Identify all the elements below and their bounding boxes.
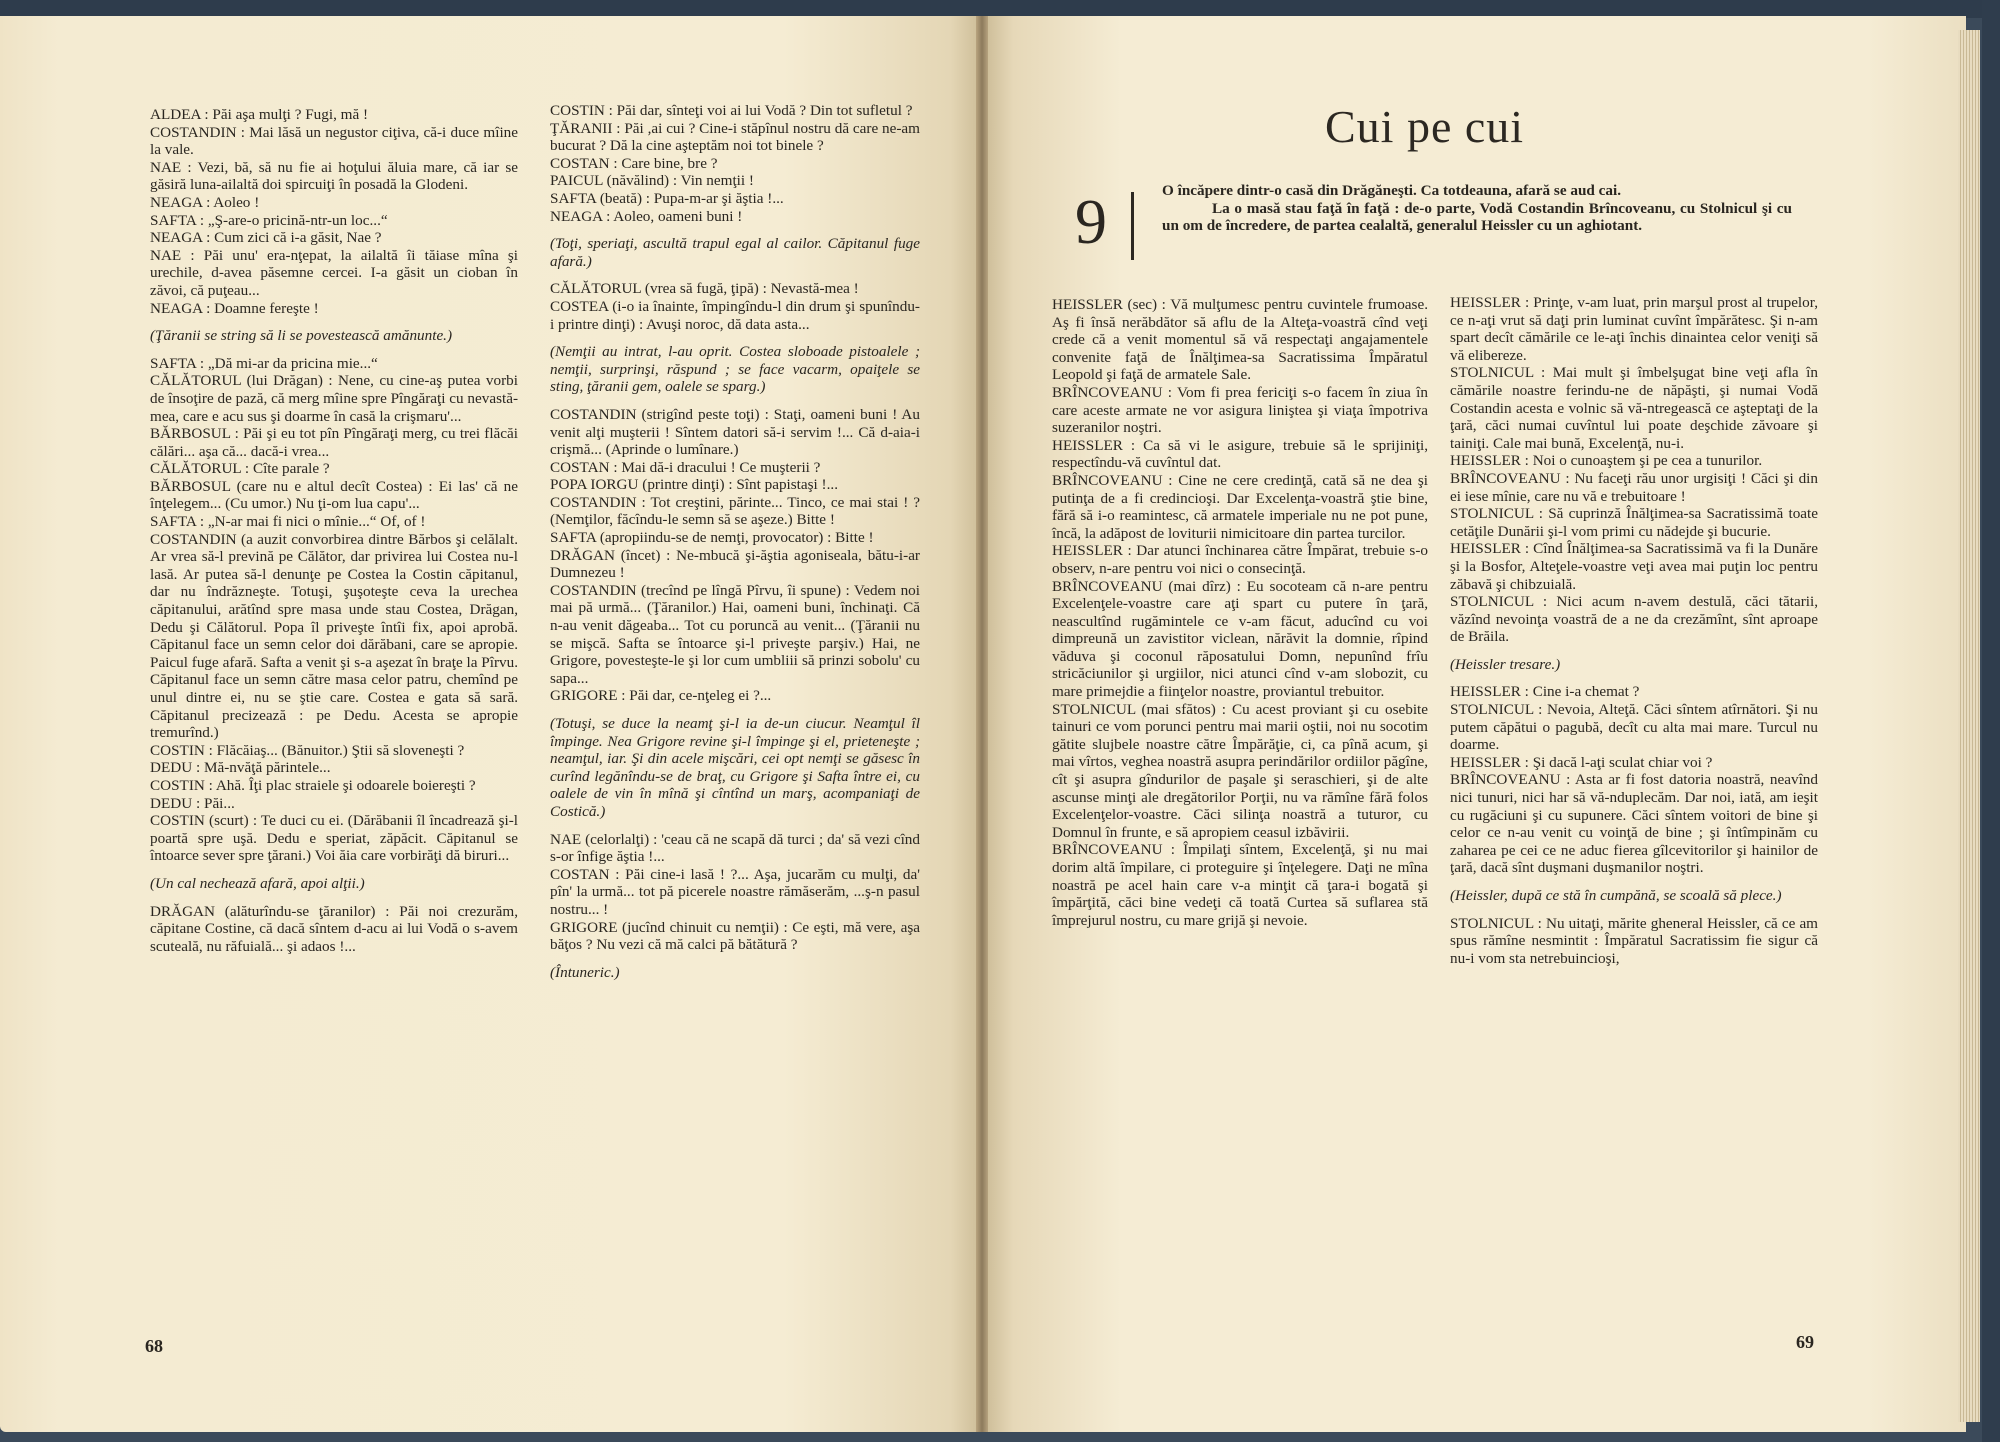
dialogue-line: COSTAN : Care bine, bre ? <box>550 154 718 172</box>
dialogue-line: DRĂGAN (alăturîndu-se ţăranilor) : Păi noi crezurăm, căpitane Costine, că dacă sîntem d-acu ai lui Vodă o s-avem scuteală, nu răfuială... şi adaos !... <box>150 902 518 955</box>
stage-direction: (Întuneric.) <box>550 963 620 981</box>
page-number-right: 69 <box>1796 1332 1814 1352</box>
dialogue-line: COSTEA (i-o ia înainte, împingîndu-l din drum şi spunîndu-i printre dinţi) : Avuşi noroc, dă data asta... <box>550 297 920 333</box>
dialogue-line: STOLNICUL : Nu uitaţi, mărite gheneral Heissler, că ce am spus rămîne nesmintit : Împăratul Sacratissim fie sigur că nu-i vom sta netrebuincioşi, <box>1450 914 1818 967</box>
dialogue-line: HEISSLER : Ca să vi le asigure, trebuie să le sprijiniţi, respectîndu-vă cuvîntul dat. <box>1052 436 1428 472</box>
dialogue-line: ALDEA : Păi aşa mulţi ? Fugi, mă ! <box>150 106 369 123</box>
dialogue-line: COSTIN (scurt) : Te duci cu ei. (Dărăbanii îl încadrează şi-l poartă spre uşă. Dedu e speriat, zăpăcit. Căpitanul se întoarce sever spre ţărani.) Voi ăia care vorbirăţi dă biruri... <box>150 812 518 865</box>
dialogue-line: GRIGORE : Păi dar, ce-nţeleg ei ?... <box>550 687 772 705</box>
dialogue-line: STOLNICUL (mai sfătos) : Cu acest proviant şi cu osebite tainuri ce vom porunci pentru mai marii oştii, noi nu socotim gătite slujbele noastre către Împărăţie, ci, ca pînă acum, şi mai vîrtos, veghea noastră asupra perindărilor ordiilor păgîne, cît şi asupra gîndurilor de paşale şi seraschieri, şi de alte ascunse minţi ale dregătorilor Porţii, nu va rămîne fără folos Excelenţelor-voastre. Căci silinţa noastră a tuturor, cu Domnul în frunte, e să apropiem ceasul izbăvirii. <box>1052 700 1428 841</box>
dialogue-line: NAE : Vezi, bă, să nu fie ai hoţului ăluia mare, că iar se găsiră luna-ailaltă doi spircuiţi în posadă la Glodeni. <box>150 158 518 194</box>
dialogue-line: COSTANDIN (a auzit convorbirea dintre Bărbos şi celălalt. Ar vrea să-l prevină pe Călător, dar privirea lui Costea nu-l lasă. Ar putea să-l denunţe pe Costea la Costin căpitanul, dar nu îndrăzneşte. Totuşi, şuşoteşte ceva la urechea căpitanului, arătînd spre masa unde stau Costea, Drăgan, Dedu şi Călătorul. Popa îl priveşte întîi fix, apoi aprobă. Căpitanul face un semn celor doi dărăbani, care se apropie. Paicul fuge afară. Safta a venit şi s-a aşezat în braţe la Pîrvu. Căpitanul face un semn către masa celor patru, chemînd pe unul dintre ei, nu se ştie care. Costea e gata să sară. Căpitanul precizează : pe Dedu. Acesta se apropie tremurînd.) <box>150 530 518 742</box>
dialogue-line: ŢĂRANII : Păi ,ai cui ? Cine-i stăpînul nostru dă care ne-am bucurat ? Dă la cine aşteptăm noi tot binele ? <box>550 119 920 155</box>
dialogue-line: SAFTA (beată) : Pupa-m-ar şi ăştia !... <box>550 189 784 207</box>
dialogue-line: COSTIN : Păi dar, sînteţi voi ai lui Vodă ? Din tot sufletul ? <box>550 102 913 119</box>
scene-description <box>1162 182 1792 235</box>
dialogue-line: STOLNICUL : Nevoia, Alteţă. Căci sîntem atîrnători. Şi nu putem căpătui o pagubă, decît cu alta mai mare. Turcul nu doarme. <box>1450 701 1818 754</box>
scene-divider <box>1131 192 1134 260</box>
dialogue-line: BRÎNCOVEANU : Cine ne cere credinţă, cată să ne dea şi putinţa de a fi credincioşi. Dar Excelenţa-voastră ştie bine, fără să i-o reamintesc, că armatele imperiale nu ne pot pune, încă, la adăpost de loviturii nimicitoare din partea turcilor. <box>1052 471 1428 542</box>
dialogue-line: BRÎNCOVEANU (mai dîrz) : Eu socoteam că n-are pentru Excelenţele-voastre care aţi spart cu putere în ţară, neascultînd rugămintele ce v-am făcut, aducînd cu voi dimpreună un zavistitor viclean, nărăvit la domnie, rîpind văduva şi coconul răposatului Domn, nepunînd frîu stricăciunilor şi urgiilor, nici atunci cînd v-am slobozit, cu mare primejdie a fiinţelor noastre, proviantul trebuitor. <box>1052 577 1428 701</box>
dialogue-line: CĂLĂTORUL : Cîte parale ? <box>150 460 330 478</box>
dialogue-line: STOLNICUL : Să cuprinză Înălţimea-sa Sacratissimă toate cetăţile Dunării şi-l vom primi cu nădejde şi bucurie. <box>1450 505 1818 540</box>
dialogue-line: GRIGORE (jucînd chinuit cu nemţii) : Ce eşti, mă vere, aşa băţos ? Nu vezi că mă calci pă bătătură ? <box>550 918 920 954</box>
dialogue-line: DEDU : Păi... <box>150 794 235 812</box>
dialogue-line: DEDU : Mă-nvăţă părintele... <box>150 759 331 777</box>
dialogue-line: NEAGA : Aoleo ! <box>150 193 260 211</box>
dialogue-line: COSTANDIN (strigînd peste toţi) : Staţi, oameni buni ! Au venit alţi muşterii ! Sîntem datori să-i servim !... Că d-aia-i crişmă... (Aprinde o lumînare.) <box>550 405 920 459</box>
dialogue-line: NEAGA : Doamne fereşte ! <box>150 299 319 317</box>
dialogue-line: SAFTA (apropiindu-se de nemţi, provocator) : Bitte ! <box>550 529 874 547</box>
dialogue-line: BRÎNCOVEANU : Împilaţi sîntem, Excelenţă, şi nu mai dorim altă împilare, ci proteguire şi înţelegere. Daţi ne mîna noastră pe acel hain care v-a minţit că ţara-i bogată şi împărţită, căci bine vedeţi că toată Curtea să suflarea stă împrejurul nostru, cu mare grijă şi nevoie. <box>1052 841 1428 929</box>
dialogue-line: POPA IORGU (printre dinţi) : Sînt papistaşi !... <box>550 476 839 494</box>
dialogue-line: PAICUL (năvălind) : Vin nemţii ! <box>550 172 754 190</box>
dialogue-line: DRĂGAN (încet) : Ne-mbucă şi-ăştia agoniseala, bătu-i-ar Dumnezeu ! <box>550 546 920 582</box>
scene-description-line: O încăpere dintr-o casă din Drăgăneşti. Ca totdeauna, afară se aud cai. <box>1162 182 1621 199</box>
stage-direction: (Un cal nechează afară, apoi alţii.) <box>150 874 365 892</box>
dialogue-line: HEISSLER : Dar atunci închinarea către Împărat, trebuie s-o observ, n-are pentru voi nici o consecinţă. <box>1052 542 1428 577</box>
dialogue-line: CĂLĂTORUL (vrea să fugă, ţipă) : Nevastă-mea ! <box>550 280 859 298</box>
stage-direction: (Ţăranii se string să li se povestească amănunte.) <box>150 327 453 345</box>
dialogue-line: BĂRBOSUL (care nu e altul decît Costea) : Ei las' că ne înţelegem... (Cu umor.) Nu ţi-om lua capu'... <box>150 477 518 513</box>
dialogue-line: HEISSLER : Cînd Înălţimea-sa Sacratissimă va fi la Dunăre şi la Bosfor, Alteţele-voastre veţi avea mai puţin loc pentru zăbavă şi chibzuială. <box>1450 540 1818 593</box>
play-title: Cui pe cui <box>1325 101 1525 152</box>
left-column-1 <box>150 106 518 955</box>
dialogue-line: BĂRBOSUL : Păi şi eu tot pîn Pîngăraţi merg, cu trei flăcăi călări... aşa că... dacă-i vrea... <box>150 425 518 460</box>
dialogue-line: COSTANDIN : Mai lăsă un negustor ciţiva, că-i duce mîine la vale. <box>150 123 518 159</box>
dialogue-line: COSTAN : Păi cine-i lasă ! ?... Aşa, jucarăm cu mulţi, da' pîn' la urmă... tot pă picerele noastre rămăserăm, ...ş-n pasul nostru... ! <box>550 865 920 918</box>
dialogue-line: NEAGA : Aoleo, oameni buni ! <box>550 207 743 225</box>
left-column-2 <box>550 102 920 981</box>
dialogue-line: STOLNICUL : Nici acum n-avem destulă, căci tătarii, văzînd nevoinţa voastră de a ne da crezămînt, sînt aproape de Brăila. <box>1450 593 1818 646</box>
dialogue-line: BRÎNCOVEANU : Asta ar fi fost datoria noastră, neavînd nici tunuri, nici har să vă-nduplecăm. Dar noi, iată, am ieşit cu rugăciuni şi cu supunere. Căci sîntem voitori de bine şi celor ce n-au venit cu voinţă de bine ; şi întîmpinăm cu zaharea pe cei ce ne aduc fierea gîlcevitorilor şi hainilor de ţară, dacă sînt duşmani duşmanilor noştri. <box>1450 771 1818 877</box>
dialogue-line: HEISSLER : Prinţe, v-am luat, prin marşul prost al trupelor, ce n-aţi vrut să daţi prin luminat cuvînt împărătesc. Şi n-am spart decît cămările ce le-aţi închis dinaintea celor veniţi să vă elibereze. <box>1450 294 1818 364</box>
dialogue-line: SAFTA : „Dă mi-ar da pricina mie...“ <box>150 354 378 372</box>
dialogue-line: CĂLĂTORUL (lui Drăgan) : Nene, cu cine-aş putea vorbi de însoţire de pază, că merg mîine spre Pîngăraţi cu nevastă-mea, care e acu sus şi doarme în casă la crişmaru'... <box>150 372 518 425</box>
dialogue-line: COSTIN : Ahă. Îţi plac straiele şi odoarele boiereşti ? <box>150 776 476 794</box>
book-cover-edge-right <box>1982 0 2000 1442</box>
stage-direction: (Totuşi, se duce la neamţ şi-l ia de-un ciucur. Neamţul îl împinge. Nea Grigore revine şi-l împinge şi el, prieteneşte ; neamţul, iar. Şi din acele mişcări, cei opt nemţi se găsesc în curînd legănîndu-se de braţ, cu Grigore şi Safta între ei, cu oalele de vin în mînă şi cîntînd un marş, acompaniaţi de Costică.) <box>550 715 920 820</box>
right-column-2 <box>1450 294 1818 967</box>
stage-direction: (Toţi, speriaţi, ascultă trapul egal al cailor. Căpitanul fuge afară.) <box>550 235 920 270</box>
dialogue-line: COSTANDIN : Tot creştini, părinte... Tinco, ce mai stai ! ? (Nemţilor, făcîndu-le semn să se aşeze.) Bitte ! <box>550 493 920 529</box>
dialogue-line: NAE : Păi unu' era-nţepat, la ailaltă îi tăiase mîna şi urechile, d-avea păsemne cercei. I-a găsit un cioban în zăvoi, că puţeau... <box>150 246 518 299</box>
dialogue-line: STOLNICUL : Mai mult şi îmbelşugat bine veţi afla în cămările noastre ferindu-ne de năpăşti, şi numai Vodă Costandin acesta e volnic să vă-ntregească ce aşteptaţi de la ţară, căci numai cuvîntul lui poate deşchide zăvoare şi tainiţi. Cale mai bună, Excelenţă, nu-i. <box>1450 364 1818 452</box>
dialogue-line: HEISSLER : Şi dacă l-aţi sculat chiar voi ? <box>1450 753 1713 771</box>
book-gutter <box>976 16 988 1432</box>
dialogue-line: NAE (celorlalţi) : 'ceau că ne scapă dă turci ; da' să vezi cînd s-or înfige ăştia !... <box>550 830 920 866</box>
dialogue-line: SAFTA : „Ş-are-o pricină-ntr-un loc...“ <box>150 211 388 229</box>
scene-number: 9 <box>1075 186 1107 257</box>
page-number-left: 68 <box>145 1336 163 1356</box>
page-edges <box>1958 30 1980 1422</box>
dialogue-line: COSTIN : Flăcăiaş... (Bănuitor.) Ştii să sloveneşti ? <box>150 741 465 759</box>
right-column-1 <box>1052 296 1428 929</box>
dialogue-line: COSTAN : Mai dă-i dracului ! Ce muşterii ? <box>550 458 821 476</box>
dialogue-line: HEISSLER (sec) : Vă mulţumesc pentru cuvintele frumoase. Aş fi însă nerăbdător să aflu de la Alteţa-voastră cînd veţi crede că a venit momentul să vă respectaţi angajamentele convenite faţă de Înălţimea-sa Sacratissima Împăratul Leopold şi faţă de armatele Sale. <box>1052 296 1428 384</box>
stage-direction: (Nemţii au intrat, l-au oprit. Costea sloboade pistoalele ; nemţii, surprinşi, răspund ; se face vacarm, opaiţele se sting, ţăranii gem, oalele se sparg.) <box>550 343 920 396</box>
dialogue-line: HEISSLER : Noi o cunoaştem şi pe cea a tunurilor. <box>1450 452 1763 470</box>
dialogue-line: BRÎNCOVEANU : Nu faceţi rău unor urgisiţi ! Căci şi din ei iese mînie, care nu vă e trebuitoare ! <box>1450 469 1818 505</box>
stage-direction: (Heissler, după ce stă în cumpănă, se scoală să plece.) <box>1450 887 1782 904</box>
dialogue-line: SAFTA : „N-ar mai fi nici o mînie...“ Of, of ! <box>150 513 426 531</box>
scene-description-line: La o masă stau faţă în faţă : de-o parte, Vodă Costandin Brîncoveanu, cu Stolnicul şi cu un om de încredere, de partea cealaltă, generalul Heissler cu un aghiotant. <box>1162 199 1792 235</box>
dialogue-line: NEAGA : Cum zici că i-a găsit, Nae ? <box>150 229 382 247</box>
dialogue-line: HEISSLER : Cine i-a chemat ? <box>1450 683 1640 701</box>
dialogue-line: BRÎNCOVEANU : Vom fi prea fericiţi s-o facem în ziua în care aceste armate ne vor asigura liniştea şi viaţa împotriva suzeranilor noştri. <box>1052 383 1428 437</box>
stage-direction: (Heissler tresare.) <box>1450 655 1561 673</box>
dialogue-line: COSTANDIN (trecînd pe lîngă Pîrvu, îi spune) : Vedem noi mai pă urmă... (Ţăranilor.) Hai, oameni buni, închinaţi. Că n-au venit dăgeaba... Tot cu poruncă au venit... (Ţăranii nu se mişcă. Safta se întoarce şi-l priveşte parşiv.) Hai, ne Grigore, povesteşte-le şi lor cum umbliii să prinzi sobolu' cu sapa... <box>550 581 920 687</box>
